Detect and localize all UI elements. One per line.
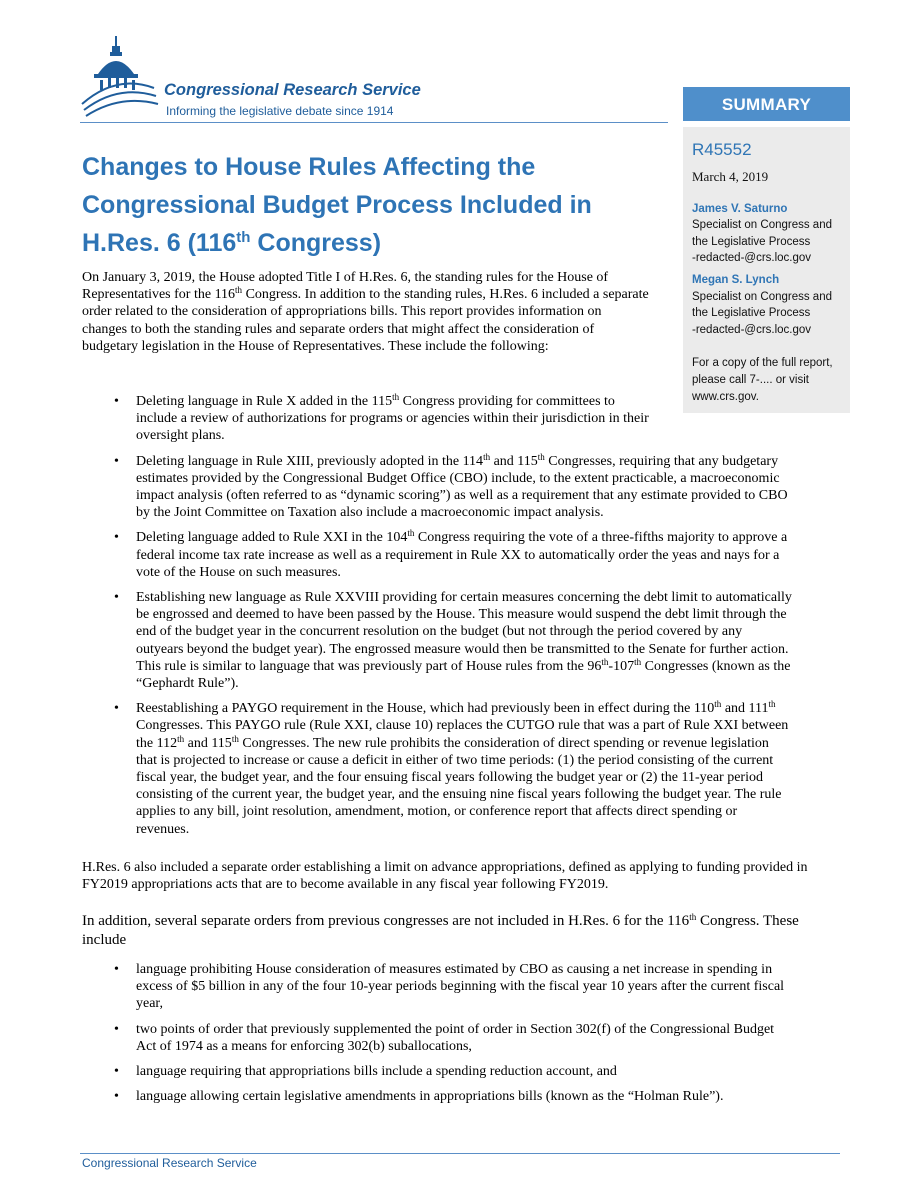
- intro-sup: th: [235, 285, 243, 296]
- item-text: and 115: [490, 453, 538, 469]
- hres-note-paragraph: H.Res. 6 also included a separate order establishing a limit on advance appropriations, defined as applying to funding provided in FY2019 appropriations acts that are to become available in any fiscal year following FY2019.: [82, 860, 808, 893]
- header-divider: [80, 122, 668, 123]
- footer-org-name: Congressional Research Service: [82, 1156, 257, 1170]
- intro-text: On January 3, 2019, the House adopted Title I of H.Res. 6, the standing rules for the House of Representatives for the 116: [82, 270, 609, 303]
- addition-paragraph: [82, 912, 842, 950]
- crs-logo: [80, 34, 480, 124]
- title-line-3-end: Congress): [250, 229, 382, 257]
- item-text: Congress requiring the vote of a three-fifths majority to approve a federal income tax rate increase as well as a requirement in Rule XX to automatically order the yeas and nays for a vote of the House on such measures.: [136, 530, 788, 580]
- title-line-2: Congressional Budget Process Included in: [82, 191, 592, 219]
- item-sup: th: [768, 699, 776, 710]
- item-sup: th: [714, 699, 722, 710]
- title-line-3: H.Res. 6 (116: [82, 229, 237, 257]
- report-date: March 4, 2019: [692, 169, 769, 184]
- item-sup: th: [634, 656, 642, 667]
- intro-paragraph: [82, 269, 650, 355]
- item-text: Congresses. This PAYGO rule (Rule XXI, clause 10) replaces the CUTGO rule that was a part of Rule XXI between the 112: [136, 718, 789, 751]
- list-item: [82, 529, 792, 581]
- author-name: Megan S. Lynch: [692, 273, 780, 286]
- addition-text: In addition, several separate orders from previous congresses are not included in H.Res. 6 for the 116: [82, 913, 690, 929]
- item-text: and 115: [184, 735, 232, 751]
- addition-text-end: Congress. These include: [82, 913, 799, 948]
- org-tagline: Informing the legislative debate since 1914: [166, 104, 394, 118]
- author-email[interactable]: -redacted-@crs.loc.gov: [692, 323, 812, 336]
- addition-sup: th: [689, 912, 697, 922]
- report-title: [82, 148, 652, 262]
- list-item: • language prohibiting House consideration of measures estimated by CBO as causing a net increase in spending in excess of $5 billion in any of the four 10-year periods beginning with the fiscal year 10 years after the current fiscal year,: [82, 961, 792, 1013]
- item-text: Congress providing for committees to include a review of authorizations for programs or agencies within their jurisdiction in their oversight plans.: [136, 394, 649, 444]
- list-item: • two points of order that previously supplemented the point of order in Section 302(f) of the Congressional Budget Act of 1974 as a means for enforcing 302(b) suballocations,: [82, 1021, 792, 1055]
- list-item: [82, 453, 792, 522]
- item-text: Congresses (known as the “Gephardt Rule”).: [136, 658, 791, 692]
- title-line-1: Changes to House Rules Affecting the: [82, 153, 536, 181]
- summary-label: SUMMARY: [683, 87, 850, 121]
- item-text: Congresses. The new rule prohibits the consideration of direct spending or revenue legislation that is projected to increase or cause a deficit in either of two time periods: (1) the period consisting of the current fiscal year, the budget year, and the four ensuing fiscal years following the budget year or (2) the 11-year period consisting of the current year, the budget year, and the ensuing nine fiscal years following the budget year. The rule applies to any bill, joint resolution, amendment, motion, or conference report that affects direct spending or revenues.: [136, 735, 782, 837]
- item-text: Reestablishing a PAYGO requirement in the House, which had previously been in effect during the 110: [136, 701, 715, 717]
- item-text: Deleting language in Rule XIII, previously adopted in the 114: [136, 453, 484, 469]
- author-title: Specialist on Congress and the Legislative Process: [692, 290, 832, 320]
- intro-text-end: Congress. In addition to the standing rules, H.Res. 6 included a separate order related to the consideration of appropriations bills. This report provides information on changes to both the standing rules and separate orders that might affect the consideration of budgetary legislation in the House of Representatives. These include the following:: [82, 287, 649, 354]
- item-sup: th: [392, 392, 400, 402]
- author-block: [692, 272, 842, 338]
- item-sup: th: [483, 451, 491, 462]
- summary-sidebar: [683, 87, 850, 413]
- item-sup: th: [407, 528, 415, 539]
- report-number: R45552: [692, 140, 752, 159]
- capitol-dome-icon: [80, 34, 160, 124]
- list-item: • language requiring that appropriations bills include a spending reduction account, and: [82, 1063, 792, 1080]
- list-item: [82, 700, 792, 838]
- excluded-orders-list: [82, 961, 792, 1113]
- list-item: • language allowing certain legislative amendments in appropriations bills (known as the “Holman Rule”).: [82, 1088, 792, 1105]
- copy-note: For a copy of the full report, please call 7-.... or visit www.crs.gov.: [692, 357, 833, 403]
- footer-divider: [80, 1153, 840, 1154]
- item-text: Congresses, requiring that any budgetary estimates provided by the Congressional Budget Office (CBO) include, to the extent practicable, a macroeconomic impact analysis (often referred to as “dynamic scoring”) as well as a requirement that any estimate provided to CBO by the Joint Committee on Taxation also include a macroeconomic impact analysis.: [136, 453, 788, 521]
- item-text: and 111: [721, 701, 769, 717]
- item-text: Deleting language added to Rule XXI in the 104: [136, 530, 408, 546]
- list-item: [82, 393, 656, 445]
- changes-list: [82, 393, 792, 846]
- item-sup: th: [177, 733, 185, 744]
- author-block: [692, 201, 842, 267]
- org-name: Congressional Research Service: [164, 81, 421, 99]
- author-name: James V. Saturno: [692, 202, 788, 215]
- item-text: Deleting language in Rule X added in the 115: [136, 394, 393, 409]
- title-sup: th: [236, 229, 251, 246]
- list-item: [82, 589, 792, 692]
- author-title: Specialist on Congress and the Legislative Process: [692, 219, 832, 248]
- author-email[interactable]: -redacted-@crs.loc.gov: [692, 252, 812, 265]
- item-text: -107: [608, 658, 635, 674]
- item-text: Establishing new language as Rule XXVIII providing for certain measures concerning the debt limit to automatically be engrossed and deemed to have been passed by the House. This measure would suspend the debt limit through the end of the budget year in the concurrent resolution on the budget (but not through the period covered by any outyears beyond the budget year). The engrossed measure would then be transmitted to the Senate for further action. This rule is similar to language that was previously part of House rules from the 96: [136, 590, 792, 674]
- report-info-box: [683, 127, 850, 413]
- item-sup: th: [537, 451, 545, 462]
- item-sup: th: [231, 733, 239, 744]
- item-sup: th: [601, 656, 609, 667]
